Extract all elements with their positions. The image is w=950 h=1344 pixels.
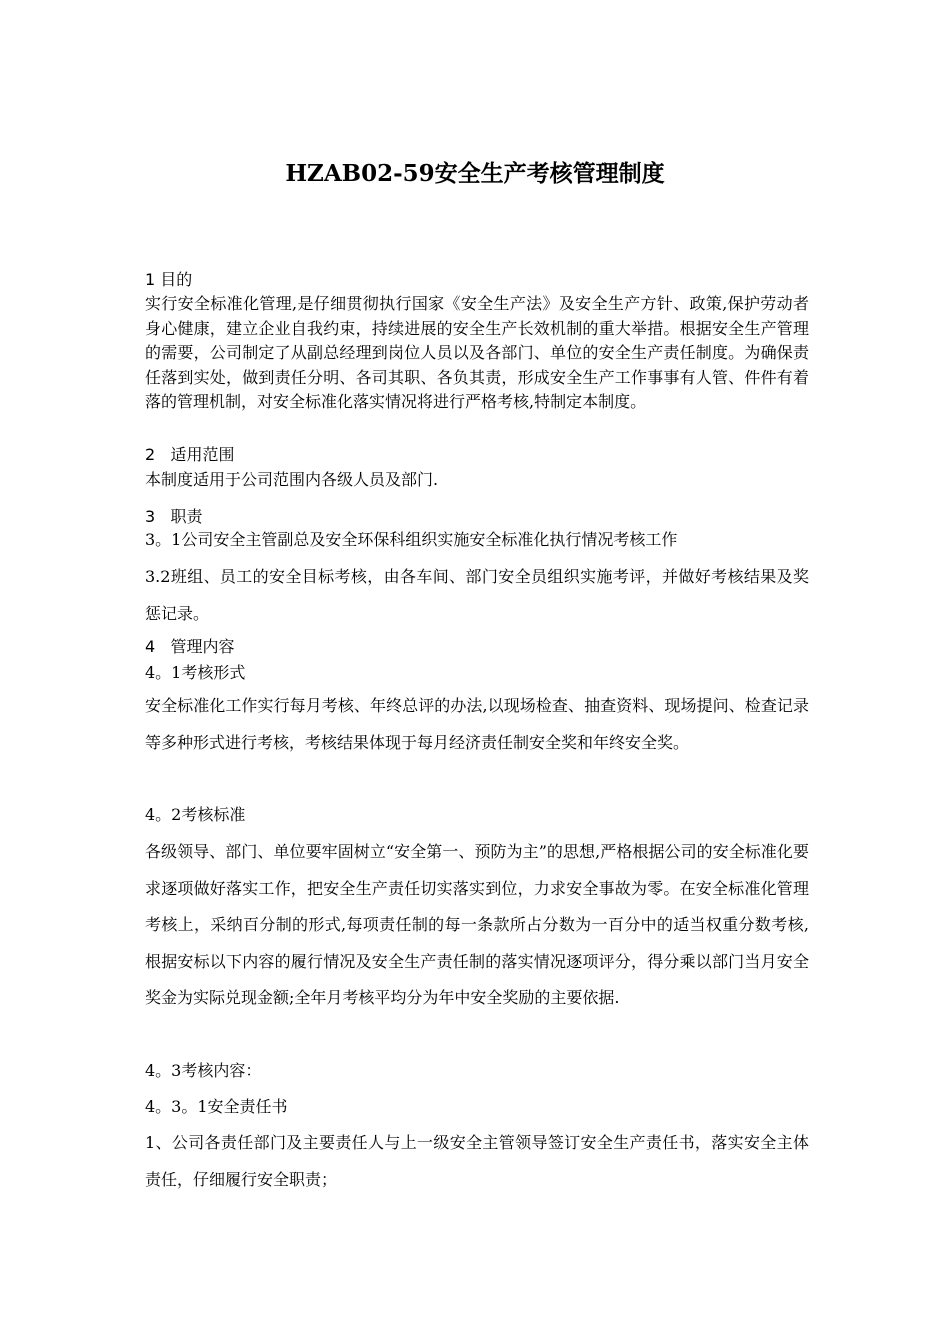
section-1-heading: 1 目的 <box>145 270 193 289</box>
section-2-body: 本制度适用于公司范围内各级人员及部门. <box>145 470 439 489</box>
section-4-1-body: 安全标准化工作实行每月考核、年终总评的办法,以现场检查、抽查资料、现场提问、检查记录等多种形式进行考核，考核结果体现于每月经济责任制安全奖和年终安全奖。 <box>145 696 809 752</box>
section-1-body: 实行安全标准化管理,是仔细贯彻执行国家《安全生产法》及安全生产方针、政策,保护劳动者身心健康，建立企业自我约束，持续进展的安全生产长效机制的重大举措。根据安全生产管理的需要，公司制定了从副总经理到岗位人员以及各部门、单位的安全生产责任制度。为确保责任落到实处，做到责任分明、各司其职、各负其责，形成安全生产工作事事有人管、件件有着落的管理机制，对安全标准化落实情况将进行严格考核,特制定本制度。 <box>145 294 809 411</box>
section-4-3-heading: 4。3考核内容： <box>145 1061 262 1080</box>
section-3-2-text: 3.2班组、员工的安全目标考核，由各车间、部门安全员组织实施考评，并做好考核结果及奖惩记录。 <box>145 567 809 623</box>
section-3-1-text: 3。1公司安全主管副总及安全环保科组织实施安全标准化执行情况考核工作 <box>145 530 678 549</box>
section-4-2-body: 各级领导、部门、单位要牢固树立“安全第一、预防为主”的思想,严格根据公司的安全标准化要求逐项做好落实工作，把安全生产责任切实落实到位，力求安全事故为零。在安全标准化管理考核上，采纳百分制的形式,每项责任制的每一条款所占分数为一百分中的适当权重分数考核,根据安标以下内容的履行情况及安全生产责任制的落实情况逐项评分，得分乘以部门当月安全奖金为实际兑现金额;全年月考核平均分为年中安全奖励的主要依据. <box>145 842 809 1007</box>
section-4-2-heading: 4。2考核标准 <box>145 805 246 824</box>
section-4-3-1-item-1: 1、公司各责任部门及主要责任人与上一级安全主管领导签订安全生产责任书，落实安全主体责任，仔细履行安全职责； <box>145 1133 809 1189</box>
section-4-3-1-heading: 4。3。1安全责任书 <box>145 1097 288 1116</box>
section-2-heading: 2 适用范围 <box>145 445 235 464</box>
section-4-1-heading: 4。1考核形式 <box>145 663 246 682</box>
section-3-heading: 3 职责 <box>145 507 203 526</box>
document-title: HZAB02-59安全生产考核管理制度 <box>285 160 665 187</box>
section-4-heading: 4 管理内容 <box>145 637 235 656</box>
